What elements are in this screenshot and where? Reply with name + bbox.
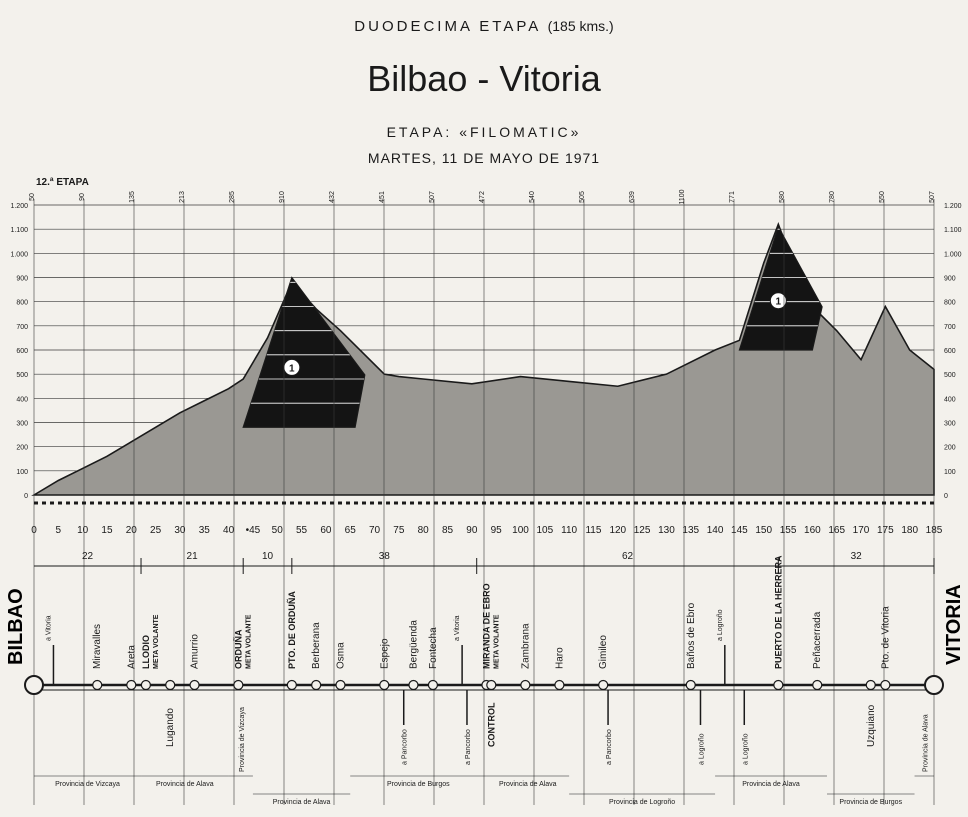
column-altitude-label: 507 (929, 191, 936, 203)
province-label: Provincia de Burgos (839, 799, 903, 806)
x-tick-label: 35 (198, 525, 210, 536)
segment-distance-label: 10 (261, 551, 274, 562)
y-tick-label-left: 200 (16, 444, 28, 452)
x-tick-label: 55 (296, 525, 308, 536)
y-tick-label-right: 700 (944, 323, 956, 331)
town-marker (190, 681, 199, 690)
x-tick-label: 155 (779, 525, 797, 536)
town-label: Berberana (311, 622, 323, 669)
start-marker (25, 676, 43, 694)
x-tick-label: 165 (828, 525, 846, 536)
climb-category-label: 1 (775, 296, 782, 308)
town-marker (599, 681, 608, 690)
stage-distance: (185 kms.) (547, 18, 614, 34)
y-tick-label-left: 400 (16, 396, 28, 404)
y-tick-label-left: 800 (16, 299, 28, 307)
town-marker (686, 681, 695, 690)
town-label-below: CONTROL (486, 702, 497, 747)
province-label: Provincia de Alava (922, 714, 930, 772)
x-tick-label: 115 (585, 525, 602, 536)
column-altitude-label: 213 (179, 191, 186, 203)
town-marker (287, 681, 296, 690)
x-tick-label: 65 (344, 525, 356, 536)
stage-date: MARTES, 11 DE MAYO DE 1971 (367, 150, 601, 166)
column-altitude-label: 580 (779, 191, 786, 203)
town-label: Osma (335, 642, 347, 669)
finish-marker (925, 676, 943, 694)
town-label: Gimileo (598, 635, 610, 669)
y-tick-label-left: 500 (16, 372, 28, 380)
x-tick-label: 40 (223, 525, 235, 536)
x-tick-label: 5 (55, 525, 62, 536)
x-tick-label: 110 (561, 525, 578, 536)
town-label: Miravalles (92, 623, 104, 669)
x-tick-label: 80 (417, 525, 429, 536)
side-road-label: a Logroño (698, 733, 706, 765)
column-altitude-label: 432 (329, 191, 336, 203)
town-label: Areta (126, 645, 138, 669)
town-label-below: Lugando (165, 708, 177, 747)
column-altitude-label: 639 (629, 191, 636, 203)
start-town-label: BILBAO (5, 588, 27, 665)
town-marker (93, 681, 102, 690)
x-tick-label: 85 (441, 525, 454, 536)
y-tick-label-right: 0 (944, 493, 948, 500)
town-marker (127, 681, 136, 690)
climb-area (739, 227, 822, 350)
town-marker (234, 681, 243, 690)
x-tick-label: 70 (368, 525, 381, 536)
town-marker (866, 681, 875, 690)
x-tick-label: 25 (150, 525, 162, 536)
town-marker (774, 681, 783, 690)
x-tick-label: 100 (512, 525, 529, 536)
town-label: PTO. DE ORDUÑA (286, 591, 297, 669)
x-tick-label: 0 (31, 525, 37, 536)
town-marker (521, 681, 530, 690)
province-label: Provincia de Vizcaya (55, 781, 120, 788)
x-tick-label: 10 (77, 525, 89, 536)
town-label: Fontecha (427, 627, 439, 669)
column-altitude-label: 550 (879, 191, 886, 203)
segment-distance-label: 22 (81, 551, 94, 562)
town-note-label: META VOLANTE (493, 614, 501, 669)
column-altitude-label: 780 (829, 191, 836, 203)
x-tick-label: 20 (125, 525, 137, 536)
province-label: Provincia de Alava (156, 781, 214, 788)
side-road-label: a Pancorbo (464, 729, 472, 765)
province-label: Provincia de Alava (742, 781, 800, 788)
x-tick-label: 15 (101, 525, 113, 536)
x-tick-label: 130 (658, 525, 675, 536)
province-label: Provincia de Burgos (386, 781, 450, 788)
x-tick-label: 125 (633, 525, 651, 536)
column-altitude-label: 1100 (679, 189, 686, 205)
side-road-label: a Vitoria (45, 615, 53, 641)
stage-title: DUODECIMA ETAPA (354, 18, 541, 35)
town-label: ORDUÑA (233, 629, 244, 669)
province-label: Provincia de Vizcaya (238, 707, 246, 772)
column-altitude-label: 50 (29, 193, 36, 201)
province-label: Provincia de Alava (272, 799, 331, 806)
route-title: Bilbao - Vitoria (367, 58, 601, 99)
town-label: MIRANDA DE EBRO (481, 583, 492, 669)
town-label: Pto. de Vitoria (880, 606, 892, 669)
x-tick-label: 95 (490, 525, 502, 536)
town-label: Baños de Ebro (685, 602, 697, 669)
x-tick-label: 50 (271, 525, 283, 536)
x-tick-label: 30 (174, 525, 186, 536)
town-label: LLODIO (140, 635, 151, 669)
town-marker (409, 681, 418, 690)
x-tick-label: 105 (536, 525, 554, 536)
y-tick-label-right: 600 (944, 348, 956, 355)
side-road-label: a Logroño (716, 609, 724, 641)
y-tick-label-left: 300 (16, 420, 28, 428)
x-tick-label: 160 (804, 525, 821, 536)
x-tick-label: 135 (682, 525, 700, 536)
column-altitude-label: 771 (729, 191, 736, 203)
town-marker (487, 681, 496, 690)
x-tick-label: 150 (755, 525, 773, 536)
y-tick-label-left: 600 (16, 348, 28, 355)
y-tick-label-left: 1.000 (10, 251, 28, 259)
town-note-label: META VOLANTE (152, 614, 160, 669)
town-marker (380, 681, 389, 690)
x-tick-label: 90 (466, 525, 478, 536)
town-label: PUERTO DE LA HERRERA (773, 555, 784, 669)
x-tick-label: 185 (925, 525, 943, 536)
x-tick-label: •45 (245, 525, 261, 536)
y-tick-label-left: 0 (24, 493, 28, 500)
town-label: Zambrana (520, 623, 532, 669)
x-tick-label: 60 (320, 525, 332, 536)
town-note-label: META VOLANTE (245, 614, 253, 669)
x-tick-label: 175 (877, 525, 894, 536)
town-marker (881, 681, 890, 690)
town-label: Haro (554, 647, 566, 669)
town-label-below: Uzquiano (865, 704, 877, 747)
province-label: Provincia de Alava (498, 781, 557, 788)
x-tick-label: 180 (901, 525, 919, 536)
town-marker (312, 681, 321, 690)
town-label: Espejo (379, 638, 391, 669)
x-tick-label: 170 (852, 525, 870, 536)
town-marker (813, 681, 822, 690)
y-tick-label-right: 300 (944, 420, 956, 428)
x-tick-label: 140 (706, 525, 724, 536)
town-label: Peñacerrada (812, 611, 824, 669)
side-road-label: a Vitoria (454, 615, 462, 641)
column-altitude-label: 910 (279, 191, 286, 203)
stage-tag: 12.ª ETAPA (36, 177, 89, 188)
segment-distance-label: 21 (186, 551, 198, 562)
column-altitude-label: 505 (579, 191, 586, 203)
y-tick-label-left: 1.200 (10, 203, 28, 210)
column-altitude-label: 451 (379, 191, 386, 203)
town-marker (166, 681, 175, 690)
y-tick-label-left: 100 (16, 468, 28, 476)
y-tick-label-left: 900 (16, 275, 28, 283)
y-tick-label-left: 700 (16, 323, 28, 331)
column-altitude-label: 540 (529, 191, 536, 203)
town-marker (141, 681, 150, 690)
column-altitude-label: 507 (429, 191, 436, 203)
column-altitude-label: 90 (79, 193, 86, 201)
y-tick-label-right: 100 (944, 468, 956, 476)
side-road-label: a Pancorbo (401, 729, 409, 765)
y-tick-label-right: 900 (944, 275, 956, 283)
y-tick-label-right: 1.000 (944, 251, 962, 259)
segment-distance-label: 38 (378, 551, 390, 562)
column-altitude-label: 285 (229, 191, 236, 203)
town-marker (428, 681, 437, 690)
side-road-label: a Pancorbo (606, 729, 614, 765)
x-tick-label: 120 (609, 525, 627, 536)
segment-distance-label: 62 (621, 551, 634, 562)
y-tick-label-right: 1.200 (944, 203, 962, 210)
town-marker (555, 681, 564, 690)
column-altitude-label: 135 (129, 191, 136, 203)
town-label: Bergüenda (408, 620, 420, 669)
stage-sponsor: ETAPA: «FILOMATIC» (386, 124, 582, 140)
x-tick-label: 75 (393, 525, 405, 536)
province-label: Provincia de Logroño (609, 799, 676, 806)
y-tick-label-right: 800 (944, 299, 956, 307)
y-tick-label-right: 500 (944, 372, 956, 380)
column-altitude-label: 472 (479, 191, 486, 203)
town-marker (336, 681, 345, 690)
x-tick-label: 145 (731, 525, 748, 536)
town-label: Amurrio (189, 633, 201, 669)
climb-category-label: 1 (289, 363, 295, 375)
y-tick-label-left: 1.100 (10, 227, 28, 235)
finish-town-label: VITORIA (943, 584, 965, 665)
y-tick-label-right: 400 (944, 396, 956, 404)
side-road-label: a Logroño (742, 733, 750, 765)
segment-distance-label: 32 (850, 551, 862, 562)
y-tick-label-right: 1.100 (944, 227, 962, 235)
y-tick-label-right: 200 (944, 444, 956, 452)
